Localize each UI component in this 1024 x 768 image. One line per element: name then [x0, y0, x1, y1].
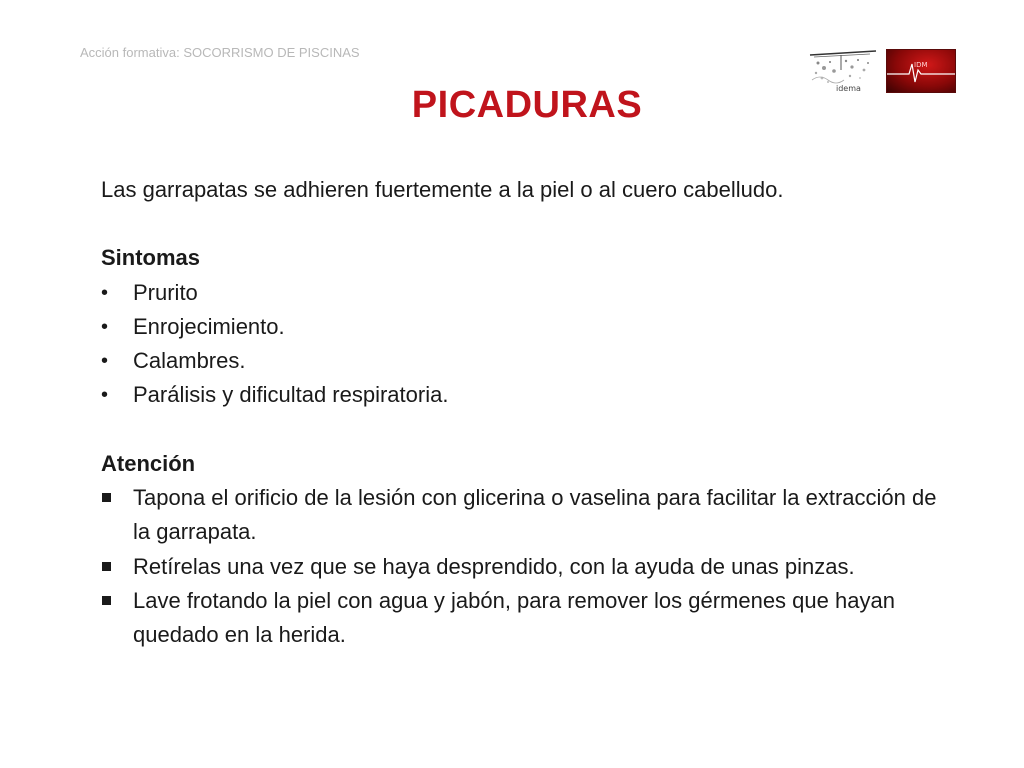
symptoms-heading: Sintomas [101, 245, 201, 271]
slide-title: PICADURAS [411, 84, 643, 126]
symptoms-list [101, 276, 941, 413]
symptom-item: • Prurito [101, 276, 941, 310]
attention-list [101, 481, 941, 652]
symptom-item: • Calambres. [101, 344, 941, 378]
symptom-item: • Parálisis y dificultad respiratoria. [101, 378, 941, 412]
course-header: Acción formativa: SOCORRISMO DE PISCINAS [80, 45, 360, 60]
attention-item: Lave frotando la piel con agua y jabón, para remover los gérmenes que hayan quedado en la herida. [101, 584, 941, 653]
intro-text: Las garrapatas se adhieren fuertemente a la piel o al cuero cabelludo. [101, 177, 784, 202]
attention-item: Tapona el orificio de la lesión con glicerina o vaselina para facilitar la extracción de la garrapata. [101, 481, 941, 550]
symptom-item: • Enrojecimiento. [101, 310, 941, 344]
attention-item: Retírelas una vez que se haya desprendido, con la ayuda de unas pinzas. [101, 550, 941, 584]
slide-content [101, 173, 941, 653]
idema-logo-text: idema [836, 84, 861, 93]
attention-heading: Atención [101, 450, 196, 476]
idm-logo-text: IDM [914, 61, 928, 69]
